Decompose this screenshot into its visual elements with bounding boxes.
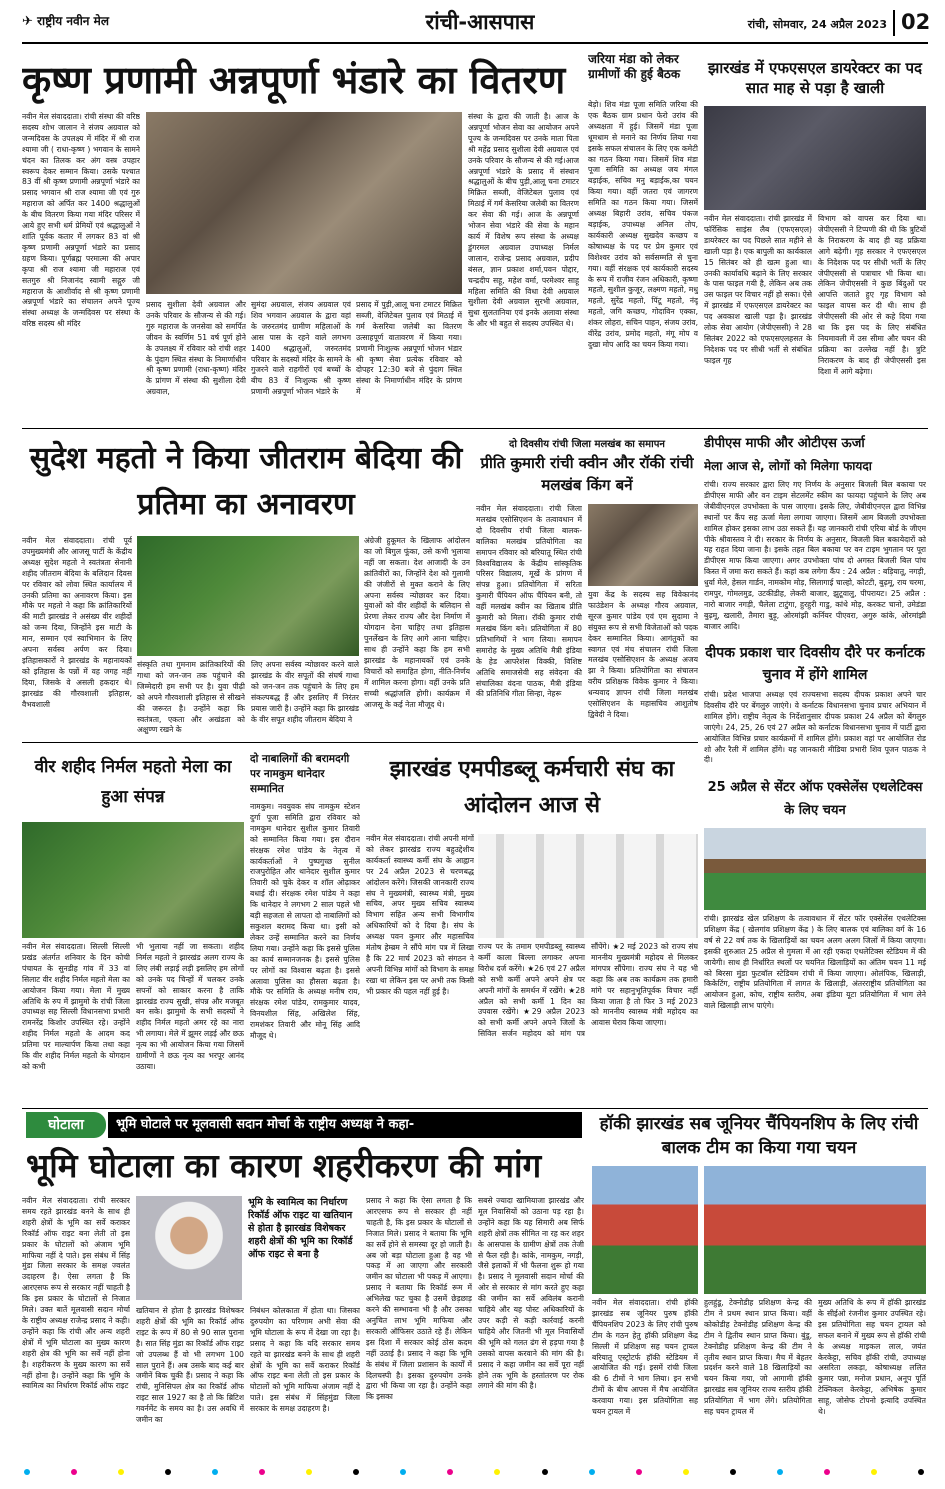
article-sudesh-col4: अंग्रेजी हुकूमत के खिलाफ आंदोलन का जो बिगुल फूंका, उसे कभी भुलाया नहीं जा सकता। देश आजादी के उन क्रांतिवीरों का, जिन्होंने देश को गुलामी की जंजीरों से मुक्त कराने के लिए अपना सर्वस्व न्योछावर कर दिया। युवाओं को वीर शहीदों के बलिदान से प्रेरणा लेकर राज्य और देश निर्माण में योगदान देना चाहिए तथा इतिहास पुनर्लेखन के लिए आगे आना चाहिए। साथ ही उन्होंने कहा कि हम सभी झारखंड के महानायकों एवं उनके विचारों को समाहित होगा, नीति-निर्णय में शामिल करना होगा। वहीं उनके प्रति सच्ची श्रद्धांजलि होगी। कार्यक्रम में आजसू के कई नेता मौजूद थे। xyxy=(364,536,470,709)
registration-mark xyxy=(259,1469,265,1475)
article-annapurna-col3: सुमंदा अग्रवाल, संजय अग्रवाल एवं शिव भगवान अग्रवाल के द्वारा वहां के जरुरतमंद ग्रामीण महिलाओं के आस पास के रहने वाले लगभग 1400 श्रद्धालुओं, जरुरतमंद परिवार के सदस्यों मंदिर के सामने के गुजरने वाले राहगीरों एवं बच्चों के बीच 83 वें निःशुल्क श्री कृष्ण प्रणामी अन्नपूर्णा भोजन भंडारे के xyxy=(251,300,351,397)
registration-strip xyxy=(24,1466,924,1478)
registration-mark xyxy=(24,1469,30,1475)
article-hockey-col1: नवीन मेल संवाददाता। रांची हॉकी झारखंड सब जूनियर पुरुष हॉकी चैंपियनशिप 2023 के लिए रांची पुरुष टीम के गठन हेतु हॉकी प्रशिक्षण केंद्र सिल्ली में प्रशिक्षण सह चयन ट्रायल बरियातू एस्ट्रोटर्फ हॉकी स्टेडियम में आयोजित की गई। इसमें रांची जिला की 6 टीमों ने भाग लिया। इन सभी टीमों के बीच आपस में मैच आयोजित करवाया गया। इस प्रतियोगिता सह चयन ट्रायल में xyxy=(592,1298,698,1417)
article-annapurna-headline: कृष्ण प्रणामी अन्नपूर्णा भंडारे का वितरण xyxy=(22,58,566,102)
registration-mark xyxy=(447,1469,453,1475)
registration-mark xyxy=(636,1469,642,1475)
article-athletics-headline: 25 अप्रैल से सेंटर ऑफ एक्सेलेंस एथलेटिक्स के लिए चयन xyxy=(707,780,923,818)
paper-name: राष्ट्रीय नवीन मेल xyxy=(37,14,109,28)
divider-row1 xyxy=(22,428,928,429)
page-number: 02 xyxy=(893,10,933,36)
article-annapurna-col4: प्रसाद में पुड़ी,आलू चना टमाटर मिक्रित सब्जी, वेजिटेबल पुलाव एवं मिठाई में गर्म केसरिया जलेबी का वितरण उत्साहपूर्ण वातावरण में किया गया। प्रणामी निःशुल्क अन्नपूर्णा भोजन भंडार श्री कृष्ण सेवा प्रत्येक रविवार को दोपहर 12:30 बजे से पुंदाग स्थित संस्था के निमार्णाधीन मंदिर के प्रांगण में xyxy=(356,300,462,397)
article-fsl-col1: नवीन मेल संवाददाता। रांची झारखंड में फॉरेंसिक साइंस लैब (एफएसएल) डायरेक्टर का पद पिछले सात महीने से खाली पड़ा है। एक बापुली का कार्यकाल 15 सितंबर को ही खत्म हुआ था। उनकी कार्यावधि बढ़ाने के लिए सरकार के पास फाइल गयी है, लेकिन अब तक उस फाइल पर विचार नहीं हो सका। ऐसे में झारखंड में एफएसएल डायरेक्टर का पद अवकाश खाली पड़ा है। झारखंड लोक सेवा आयोग (जेपीएससी) ने 28 सितंबर 2022 को एफएसएलहसत के निदेशक पद पर सीधी भर्ती से संबंधित फाइल गृह xyxy=(704,214,812,365)
section-title: रांची-आसपास xyxy=(425,10,535,34)
speaker-photo xyxy=(136,1196,242,1300)
registration-mark xyxy=(212,1469,218,1475)
article-sudesh-col1: नवीन मेल संवाददाता। रांची पूर्व उपमुख्यमंत्री और आजसू पार्टी के केंद्रीय अध्यक्ष सुदेश महतो ने स्वतंत्रता सेनानी शहीद जीतराम बेदिया के बलिदान दिवस पर रविवार को लोवा स्थित कार्यालय में उनकी प्रतिमा का अनावरण किया। इस मौके पर महतो ने कहा कि क्रांतिकारियों की माटी झारखंड ने असंख्य वीर शहीदों को जन्म दिया, जिन्होंने इस माटी के मान, सम्मान एवं स्वाभिमान के लिए अपना सर्वस्व अर्पण कर दिया। इतिहासकारों ने झारखंड के महानायकों को इतिहास के पन्नों में वह जगह नहीं दिया, जिसके वे असली हकदार थे। झारखंड की गौरवशाली इतिहास, वैभवशाली xyxy=(22,536,132,709)
registration-mark xyxy=(871,1469,877,1475)
article-annapurna-col2: प्रसाद सुशीला देवी अग्रवाल और उनके परिवार के सौजन्य से की गई। गुरु महाराज के जनसेवा को समर्पित जीवन के स्वर्णिम 51 वर्ष पूर्ण होने के उपलक्ष्य में रविवार को रांची शहर के पुंदाग स्थित संस्था के निमार्णाधीन श्री कृष्ण प्रणामी (राधा-कृष्ण) मंदिर के प्रांगण में संस्था की सुशीला देवी अग्रवाल, xyxy=(146,300,246,397)
article-fsl-col2: विभाग को वापस कर दिया था। जेपीएससी ने टिप्पणी की थी कि त्रुटियों के निराकरण के बाद ही यह प्रक्रिया आगे बढ़ेगी। गृह सरकार ने एफएसएल के निदेशक पद पर सीधी भर्ती के लिए जेपीएससी से पत्राचार भी किया था। लेकिन जेपीएससी ने कुछ बिंदुओं पर आपत्ति जताते हुए गृह विभाग को फाइल वापस कर दी थी। साथ ही जेपीएससी की ओर से कहे दिया गया था कि इस पद के लिए संबंधित नियमावली में उस सीमा और चयन की प्रक्रिया का उल्लेख नहीं है। त्रुटि निराकरण के बाद ही जेपीएससी इस दिशा में आगे बढ़ेगा। xyxy=(818,214,926,376)
banner-col5: सबसे ज्यादा खामियाजा झारखंड और मूल निवासियों को उठाना पड़ रहा है। उन्होंने कहा कि यह सिमारी अब सिर्फ शहरी क्षेत्रों तक सीमित ना रह कर शहर के आसपास के ग्रामीण क्षेत्रों तक तेजी से फैल रही है। कांके, नामकुम, नगड़ी, जैसे इलाकों में भी फैलना शुरू हो गया है। प्रसाद ने मूलवासी सदान मोर्चा की ओर से सरकार से मांग करते हुए कहा की जमीन का सर्वे अविलंब करानी चाहिये और यह पोस्ट अधिकारियों के उपर कड़ी से कड़ी कार्रवाई करनी चाहिये और जितनी भी मूल निवासियों की भूमि को गलत ढंग से हड़पा गया है उसको वापस करवाने की मांग की है। प्रसाद ने कहा जमीन का सर्वे पूरा नहीं होने तक भूमि के हस्तांतरण पर रोक लगाने की मांग की है। xyxy=(478,1196,584,1391)
fsl-photo xyxy=(704,106,926,210)
registration-mark xyxy=(494,1469,500,1475)
banner-col3: निबंधन कोलकाता में होता था। जिसका दुरुपयोग का परिणाम अभी सेवा की भूमि घोटाला के रूप में देखा जा रहा है। प्रसाद ने कहा कि यदि सरकार समय रहते या झारखंड बनने के साथ ही शहरी क्षेत्रों के भूमि का सर्वे कराकर रिकॉर्ड ऑफ राइट बना लेती तो इस प्रकार के घोटालों को भूमि माफिया अंजाम नहीं दे पाते। इस संबंध में सिंहमुंडा जिला सरकार के समक्ष उदाहरण है। xyxy=(250,1306,360,1414)
registration-mark xyxy=(118,1469,124,1475)
annapurna-photo xyxy=(146,112,462,294)
hockey-team-photo xyxy=(592,1166,698,1294)
article-sudesh-headline: सुदेश महतो ने किया जीतराम बेदिया की प्रतिमा का अनावरण xyxy=(29,441,463,522)
article-nirmal-headline: वीर शहीद निर्मल महतो मेला का हुआ संपन्न xyxy=(34,757,232,807)
article-dps-kicker: डीपीएस माफी और ओटीएस ऊर्जा xyxy=(704,436,865,451)
banner-quote: भूमि के स्वामित्व का निर्धारण रिकॉर्ड ऑफ राइट या खतियान से होता है झारखंड विशेषकर शहरी क्षेत्रों की भूमि का रिकॉर्ड ऑफ राइट से बना है xyxy=(248,1197,353,1260)
article-athletics-body: रांची। झारखंड खेल प्रशिक्षण के तत्वावधान में सेंटर फॉर एक्सेलेंस एथलेटिक्स प्रशिक्षण केंद्र ( खेलगांव प्रशिक्षण केंद्र ) के लिए बालक एवं बालिका वर्ग के 16 वर्ष से 22 वर्ष तक के खिलाड़ियों का चयन अलग अलग जिलों में किया जाएगा। इसकी शुरुआत 25 अप्रैल से गुमला में आ रही एकदा एथलेटिक्स स्टेडियम में की जायेगी। साथ ही निर्धारित स्थलों पर चयनित खिलाड़ियों का अंतिम चयन 11 मई को बिरसा मुंडा फुटबॉल स्टेडियम रांची में किया जाएगा। ओलंपिक, खिलाड़ी, किकेटिंग, राष्ट्रीय प्रतियोगिता में लागत के खिलाड़ी, अंतरराष्ट्रीय प्रतियोगिता का आयोजन हुआ, कोच, राष्ट्रीय स्तरीय, अबा इंडिया यूटा प्रतियोगिता में भाग लेने वाले खिलाड़ी लाभ पाएंगे। xyxy=(704,914,926,1011)
article-nirmal-col1: नवीन मेल संवाददाता। सिल्ली सिल्ली प्रखंड अंतर्गत शनिवार के दिन कोची पंचायत के सुनडीह गांव में 33 वां सिलाट वीर शहीद निर्मल महतो मेला का आयोजन किया गया। मेला में मुख्य अतिथि के रुप में झामुमो के रांची जिला उपाध्यक्ष सह सिल्ली विधानसभा प्रभारी रामनरेंद्र किशोर उपस्थित रहे। उन्होंने शहीद निर्मल महतो के आदम कद प्रतिमा पर माल्यार्पण किया तथा कहा कि वीर शहीद निर्मल महतो के योगदान को कभी xyxy=(22,942,130,1071)
nirmal-photo xyxy=(22,822,244,938)
dateline: रांची, सोमवार, 24 अप्रैल 2023 xyxy=(747,18,887,31)
paper-logo xyxy=(22,12,162,34)
banner-col2: खतियान से होता है झारखंड विशेषकर शहरी क्षेत्रों की भूमि का रिकॉर्ड ऑफ राइट के रूप में 80 से 90 साल पुराना है। सात सिंह मुंडा का रिकॉर्ड ऑफ राइट जो उपलब्ध हैं वो भी लगभग 100 साल पुराने हैं। अब उसके बाद कई बार जमीनें बिक चुकी हैं। प्रसाद ने कहा कि रांची, मुनिसिपल क्षेत्र का रिकॉर्ड ऑफ राइट साल 1927 का है तो कि ब्रिटिश गवर्नमेंट के समय का है। उस अवधि में जमीन का xyxy=(136,1306,244,1425)
article-deepak-body: रांची। प्रदेश भाजपा अध्यक्ष एवं राज्यसभा सदस्य दीपक प्रकाश अपने चार दिवसीय दौरे पर बेंगलुरु जाएंगे। वे कर्नाटक विधानसभा चुनाव प्रचार अभियान में शामिल होंगे। राष्ट्रीय नेतृत्व के निर्देशानुसार दीपक प्रकाश 24 अप्रैल को बेंगलुरु जाएंगे। 24, 25, 26 एवं 27 अप्रैल को कर्नाटक विधानसभा चुनाव में पार्टी द्वारा आयोजित विभिन्न प्रचार कार्यक्रमों में शामिल होंगे। प्रकाश वहां पर आयोजित रोड शो और रैली में शामिल होंगे। यह जानकारी मीडिया प्रभारी शिव पूजन पाठक ने दी। xyxy=(704,690,926,765)
article-dps-body: रांची। राज्य सरकार द्वारा लिए गए निर्णय के अनुसार बिजली बिल बकाया पर डीपीएस माफी और वन टाइम सेटलमेंट स्कीम का फायदा पहुंचाने के लिए अब जेबीवीएनएल उपभोक्ता के पास जाएगा। इसके लिए, जेबीवीएनएल द्वारा विभिन्न स्थानों पर कैंप सह ऊर्जा मेला लगाया जाएगा। जिसमें आम बिजली उपभोक्ता शामिल होकर इसका लाभ उठा सकते हैं। यह जानकारी रांची एरिया बोर्ड के जीएम पीके श्रीवास्तव ने दी। सरकार के निर्णय के अनुसार, बिजली बिल बकायेदारों को यह राहत दिया जाना है। इसके तहत बिल बकाया पर वन टाइम भुगतान पर पूरा डीपीएस माफ किया जाएगा। अगर उपभोक्ता पांच दो अगस्त बिजली बिल पांच किस्त में जमा करा सकते हैं। कहां कब लगेगा कैंप : 24 अप्रैल : बड़ियातू, नगड़ी, धुर्वा मेले, हेसल गार्डन, नामकोम मोड़, सिलागाई चाल्हो, कोटटी, बुढ़मू, राय चरमा, रामपुर, गोमलमुड, उटकीडीह, लेकरी बाजार, झुटूवालु, पीपरायट। 25 अप्रैल : नारो बाजार नगड़ी, चैलेला टाटुंगा, हुरहुरी गाडु, कांथे मोड़, करकट चानो, उमेडंडा बुढ़मू, खलारी, तैमारा बुड़ू, ओरमांझी कर्नियर पीएवरा, अगुरु कांके, ओरमांझी बाजार आदि। xyxy=(704,480,926,631)
article-hockey-col2: हुलहुंडू, टेक्नोडीह प्रशिक्षण केन्द्र की टीम ने प्रथम स्थान प्राप्त किया। वहीं कोकोडीह टेक्नोडीह प्रशिक्षण केन्द्र की टीम ने द्वितीय स्थान प्राप्त किया। बुंडू, टेक्नोडीह प्रशिक्षण केन्द्र की टीम ने तृतीय स्थान प्राप्त किया। मैच में बेहतर प्रदर्शन करने वाले 18 खिलाड़ियों का चयन किया गया, जो आगामी हॉकी झारखंड सब जूनियर राज्य स्तरीय हॉकी प्रतियोगिता में भाग लेंगे। प्रतियोगिता सह चयन ट्रायल में xyxy=(704,1298,812,1417)
article-jariya-body: बेड़ो। शिव मंडा पूजा समिति जरिया की एक बैठक ग्राम प्रधान फेरो उरांव की अध्यक्षता में हुई। जिसमें मंडा पूजा धूमधाम से मनाने का निर्णय लिया गया इसके सफल संचालन के लिए एक कमेटी का गठन किया गया। जिसमें शिव मंडा पूजा समिति का अध्यक्ष जय मंगल बड़ाईक, सचिव मनु बड़ाईक,का चयन किया गया। वहीं जतरा एवं जागरण समिति का गठन किया गया। जिसमें अध्यक्ष बिहारी उरांव, सचिव पंकज बड़ाईक, उपाध्यक्ष अनिल तोप, कार्यकारी अध्यक्ष सुखदेव कच्छप व कोषाध्यक्ष के पद पर प्रेम कुमार एवं विशेश्वर उरांव को सर्वसम्मति से चुना गया। वहीं संरक्षक एवं कार्यकारी सदस्य के रूप में राजीव रंजन अधिकारी, कृष्णा महतो, सुशील कुजूर, लक्ष्मण महतो, मधु महतो, सुरेंद्र महतो, पिंटू महतो, नंदू महतो, जगि कच्छप, गोदाविन एक्का, शंकर लोहरा, सचिन पाहन, संजय उरांव, वीरेंद्र उरांव, प्रमोद महतो, मंगू मोप व दुखा मोप आदि का चयन किया गया। xyxy=(588,100,698,349)
registration-mark xyxy=(165,1469,171,1475)
banner-col1: नवीन मेल संवाददाता। रांची सरकार समय रहते झारखंड बनने के साथ ही शहरी क्षेत्रों के भूमि का सर्वे कराकर रिकॉर्ड ऑफ राइट बना लेती तो इस प्रकार के घोटालों को अंजाम भूमि माफिया नहीं दे पाते। इस संबंध में सिंह मुंडा जिला सरकार के समक्ष ज्वलंत उदाहरण है। ऐसा लगता है कि आरएसफ रूप से सरकार नहीं चाहती है कि इस प्रकार के घोटालों से निजात मिले। उक्त बातें मूलवासी सदान मोर्चा के राष्ट्रीय अध्यक्ष राजेन्द्र प्रसाद ने कही। उन्होंने कहा कि रांची और अन्य शहरी क्षेत्रों में भूमि घोटाला का मुख्य कारण शहरी क्षेत्र की भूमि का सर्वे नहीं होना है। शहरीकरण के मुख्य कारण का सर्वे नहीं होना है। उन्होंने कहा कि भूमि के स्वामित्व का निर्धारण रिकॉर्ड ऑफ राइट xyxy=(22,1196,130,1391)
registration-mark xyxy=(683,1469,689,1475)
registration-mark xyxy=(918,1469,924,1475)
registration-mark xyxy=(542,1469,548,1475)
article-hockey-headline: हॉकी झारखंड सब जूनियर चैंपियनशिप के लिए रांची बालक टीम का किया गया चयन xyxy=(599,1114,919,1158)
article-mpw-headline: झारखंड एमपीडब्लू कर्मचारी संघ का आंदोलन आज से xyxy=(389,757,675,818)
article-malkhamb-headline: प्रीति कुमारी रांची क्वीन और रॉकी रांची मलखंब किंग बनें xyxy=(480,454,694,494)
registration-mark xyxy=(353,1469,359,1475)
article-mpw-col2: राज्य पर के तमाम एमपीडब्लू स्वास्थ्य कर्मी काला बिल्ला लगाकर अपना विरोध दर्ज करेंगे। ★26 एवं 27 अप्रैल को सभी कर्मी अपने अपने क्षेत्र पर अपनी मांगों के समर्थन में रखेंगे। ★28 अप्रैल को सभी कर्मी 1 दिन का उपवास रखेंगे। ★29 अप्रैल 2023 को सभी कर्मी अपने अपने जिलों के सिविल सर्जन महोदय को मांग पत्र सौंपेंगे। ★2 मई 2023 को राज्य संघ माननीय मुख्यमंत्री महोदय से मिलकर मांगपत्र सौंपेगा। राज्य संघ ने यह भी कहा कि अब तक कार्यक्रम तक हमारी मांगे पर सहानुभूतिपूर्वक विचार नहीं किया जाता है तो फिर 3 मई 2023 को माननीय स्वास्थ्य मंत्री महोदय का आवास घेराव किया जाएगा। xyxy=(478,942,698,1039)
article-dps-headline: मेला आज से, लोगों को मिलेगा फायदा xyxy=(704,459,872,473)
masthead-rule xyxy=(22,42,928,44)
banner-col4: प्रसाद ने कहा कि ऐसा लगता है कि आरएसफ रूप से सरकार ही नहीं चाहती है, कि इस प्रकार के घोटालों से निजात मिले। प्रसाद ने बताया कि भूमि का सर्वे होने से समस्या दूर हो जाती है। अब जो बड़ा घोटाला हुआ है वह भी पकड़ में आ जाएगा और सरकारी जमीन का घोटाला भी पकड़ में आएगा। प्रसाद ने बताया कि रिकॉर्ड रूम में अभिलेख फट चुका है उसमें छेड़छाड़ करने की सम्भावना भी है और उसका अनुचित लाभ भूमि माफिया और सरकारी ऑफिसर उठाते रहे हैं। लेकिन इस दिशा में सरकार कोई ठोस कदम नहीं उठाई है। प्रसाद ने कहा कि भूमि के संबंध में जिला प्रशासन के कार्यों में दिलचस्पी है। इसका दुरुपयोग उनके द्वारा भी किया जा रहा है। उन्होंने कहा कि इसका xyxy=(366,1196,472,1402)
registration-mark xyxy=(589,1469,595,1475)
divider-row2 xyxy=(22,742,698,743)
article-annapurna-col5: संस्था के द्वारा की जाती है। आज के अन्नपूर्णा भोजन सेवा का आयोजन अपने पूज्य के जन्मदिवस पर उनके माता पिता श्री महेंद्र प्रसाद सुशीला देवी अग्रवाल एवं उनके परिवार के सौजन्य से की गई।आज अन्नपूर्णा भंडारे के प्रसाद में संस्थान श्रद्धालुओं के बीच पुड़ी,आलू चना टमाटर मिक्रित सब्जी, वेजिटेबल पुलाव एवं मिठाई में गर्म केसरिया जलेबी का वितरण कर सेवा की गई। आज के अन्नपूर्णा भोजन सेवा भंडारे की सेवा के महान कार्य में विशेष रूप संस्था के अध्यक्ष डुंगरमल अग्रवाल उपाध्यक्ष निर्मल जालान, राजेन्द्र प्रसाद अग्रवाल, प्रदीप बंसल, ज्ञान प्रकाश शर्मा,पवन पोद्दार, चन्द्रदीप सहू, महेश वर्मा, परमेश्वर साहू महिला समिति की विधा देवी अग्रवाल सुशीला देवी अग्रवाल सुरभी अग्रवाल, सुधा सुलतानिया एवं इनके अलावा संस्था के और भी बहुत से सदस्य उपस्थित थे। xyxy=(468,112,579,329)
banner-tag: घोटाला xyxy=(26,1112,106,1138)
masthead xyxy=(0,0,945,44)
banner-kicker: भूमि घोटाले पर मूलवासी सदान मोर्चा के राष्ट्रीय अध्यक्ष ने कहा- xyxy=(108,1112,582,1138)
sudesh-photo xyxy=(137,536,359,656)
article-mpw-col1: नवीन मेल संवाददाता। रांची अपनी मांगों को लेकर झारखंड राज्य बहुउद्देशीय कार्यकर्ता स्वास्थ्य कर्मी संघ के आह्वान पर 24 अप्रैल 2023 से चरणबद्ध आंदोलन करेंगे। जिसकी जानकारी राज्य संघ ने मुख्यमंत्री, स्वास्थ्य मंत्री, मुख्य सचिव, अपर मुख्य सचिव स्वास्थ्य विभाग सहित अन्य सभी विभागीय अधिकारियों को दे दिया है। संघ के अध्यक्ष पवन कुमार और महासचिव मंतोष हेम्ब्रम ने सौंपे मांग पत्र में लिखा है कि 22 मार्च 2023 को संगठन ने अपनी विभिन्न मांगों को विभाग के समक्ष रखा था लेकिन इस पर अभी तक किसी भी प्रकार की पहल नहीं हुई है। xyxy=(366,834,474,996)
article-jariya-kicker: जरिया मंडा को लेकर ग्रामीणों की हुई बैठक xyxy=(588,52,681,81)
stadium-photo xyxy=(704,828,926,910)
article-nirmal-col2: भी भुलाया नहीं जा सकता। शहीद निर्मल महतो ने झारखंड अलग राज्य के लिए लंबी लड़ाई लड़ी इसलिए हम लोगों को उनके पद चिन्हों में चलकर उनके सपनों को साकार करना है ताकि झारखंड राज्य सुखी, संपन्न और मजबूत बन सके। झामुमो के सभी सदस्यों ने शहीद निर्मल महतो अमर रहे का नारा भी लगाया। मेले में झूमर लड़ई और छऊ नृत्य का भी आयोजन किया गया जिसमें ग्रामीणों ने छऊ नृत्य का भरपूर आनंद उठाया। xyxy=(136,942,244,1071)
hockey-team-photo-wide xyxy=(704,1166,926,1294)
article-fsl-headline: झारखंड में एफएसएल डायरेक्टर का पद सात माह से पड़ा है खाली xyxy=(707,59,922,97)
article-hockey-col3: मुख्य अतिथि के रूप में हॉकी झारखंड के सीईओ रंजनीश कुमार उपस्थित रहे। इस प्रतियोगिता सह चयन ट्रायल को सफल बनाने में मुख्य रूप से हॉकी रांची के अध्यक्ष माइकल लाल, जयंत केरकेट्टा, सचिव हॉकी रांची, उपाध्यक्ष असरिता लकड़ा, कोषाध्यक्ष ललित कुमार पन्ना, मनोज प्रधान, अनूप पूर्ति टेक्निकल केरकेट्टा, अभिषेक कुमार साहू, जोसेफ टोपनो इत्यादि उपस्थित थे। xyxy=(818,1298,926,1417)
registration-mark xyxy=(824,1469,830,1475)
article-deepak-headline: दीपक प्रकाश चार दिवसीय दौरे पर कर्नाटक चुनाव में होंगे शामिल xyxy=(705,645,925,683)
malkhamb-photo xyxy=(588,504,698,586)
article-malkhamb-kicker: दो दिवसीय रांची जिला मलखंब का समापन xyxy=(509,439,665,450)
article-malkhamb-caption: युवा केंद्र के सदस्य सह विवेकानंद फाउंडेशन के अध्यक्ष गौरव अग्रवाल, सूरज कुमार पांडेय एवं एम सुदामा ने संयुक्त रूप से सभी विजेताओं को पदक देकर सम्मानित किया। आगंतुकों का स्वागत एवं मंच संचालन रांची जिला मलखंब एसोसिएशन के अध्यक्ष अजय झा ने किया। प्रतियोगिता का संचालन वरीय प्रशिक्षक विवेक कुमार ने किया। धन्यवाद ज्ञापन रांची जिला मलखंब एसोसिएशन के महासचिव आशुतोष द्विवेदी ने दिया। xyxy=(588,590,698,719)
registration-mark xyxy=(777,1469,783,1475)
article-annapurna-col1: नवीन मेल संवाददाता। रांची संस्था की वरिष्ठ सदस्य शोभ जालान ने संजय अग्रवाल को जन्मदिवस के उपलक्ष्य में मंदिर में श्री राज श्यामा जी ( राधा-कृष्ण ) भगवान के सामने चंदन का तिलक कर अंग वस्त्र उपहार स्वरूप देकर सम्मान किया। उसके पश्चात 83 वीं श्री कृष्ण प्रणामी अन्नपूर्णा भंडारे का प्रसाद भगवान श्री राज श्यामा जी एवं गुरु महाराज को अर्पित कर 1400 श्रद्धालुओं के बीच वितरण किया गया मंदिर परिसर में आये हुए सभी धर्म प्रेमियों एवं श्रद्धालुओं ने शांति पूर्वक कतार में लगकर 83 वां श्री कृष्ण प्रणामी अन्नपूर्णा भंडारे का प्रसाद ग्रहण किया। पूर्णब्रह्म परमात्मा की अपार कृपा श्री राज श्यामा जी महाराज एवं सतगुरु श्री निजानंद स्वामी सद्गुरु जी महाराज के आशीर्वाद से श्री कृष्ण प्रणामी अन्नपूर्णा भंडारे का संचालन अपने पूज्य संस्था अध्यक्ष के जन्मदिवस पर संस्था के वरिष्ठ सदस्य श्री मंदिर xyxy=(22,112,140,329)
divider-row3 xyxy=(22,1108,928,1109)
article-sudesh-col2: संस्कृति तथा गुमनाम क्रांतिकारियों की गाथा को जन-जन तक पहुंचाने की जिम्मेदारी हम सभी पर है। युवा पीढ़ी को अपने गौरवशाली इतिहास से सीखने की जरूरत है। उन्होंने कहा कि स्वतंत्रता, एकता और अखंडता को अक्षुण्ण रखने के xyxy=(137,660,245,735)
bird-icon: ✈ xyxy=(22,14,33,29)
article-sudesh-col3: लिए अपना सर्वस्व न्योछावर करने वाले झारखंड के वीर सपूतों की संघर्ष गाथा को जन-जन तक पहुंचाने के लिए हम संकल्पबद्ध हैं और इसलिए मैं निरंतर प्रयास जारी है। उन्होंने कहा कि झारखंड के वीर सपूत शहीद जीतराम बेदिया ने xyxy=(251,660,359,724)
mpw-photo xyxy=(478,834,698,938)
article-namkum-kicker: दो नाबालिगों की बरामदगी पर नामकुम थानेदार सम्मानित xyxy=(250,753,350,795)
article-malkhamb-col2: नवीन मेल संवाददाता। रांची जिला मलखंब एसोसिएशन के तत्वावधान में दो दिवसीय रांची जिला बालक- बालिका मलखंब प्रतियोगिता का समापन रविवार को बरियातू स्थित रांची विश्वविद्यालय के केंद्रीय सांस्कृतिक परिसर विद्यालय, मूर्खे के प्रांगण में संपन्न हुआ। प्रतियोगिता में सरिता कुमारी चैंपियन ऑफ चैंपियन बनी, तो वहीं मलखंब क्वीन का खिताब प्रीति कुमारी को मिला। रॉकी कुमार रांची मलखंब किंग बने। प्रतियोगिता में 80 प्रतिभागियों ने भाग लिया। समापन समारोह के मुख्य अतिथि मैत्री इंडिया के हेड आपरेशंस विक्की, विशिष्ट अतिथि समाजसेवी सह संवेदना की संचालिका वंदना पाठक, मैत्री इंडिया की प्रतिनिधि गीता सिन्हा, नेहरू xyxy=(476,504,582,699)
registration-mark xyxy=(730,1469,736,1475)
registration-mark xyxy=(71,1469,77,1475)
registration-mark xyxy=(400,1469,406,1475)
registration-mark xyxy=(306,1469,312,1475)
banner-headline: भूमि घोटाला का कारण शहरीकरण की मांग xyxy=(26,1146,542,1185)
article-namkum-body: नामकुम। नवयुवक संघ नामकुम स्टेशन दुर्गा पूजा समिति द्वारा रविवार को नामकुम थानेदार सुशील कुमार तिवारी को सम्मानित किया गया। इस दौरान संरक्षक रमेश पांडेय के नेतृत्व में कार्यकर्ताओं ने पुष्पगुच्छ सुनील राजपुरोहित और थानेदार सुशील कुमार तिवारी को चुके देकर व शॉल ओढ़ाकर बधाई दी। संरक्षक रमेश पांडेय ने कहा कि थानेदार ने लगभग 2 साल पहले भी बड़ी सहजता से लापता दो नाबालिगों को सकुशल बरामद किया था। इसी को लेकर उन्हें सम्मानित करने का निर्णय लिया गया। उन्होंने कहा कि इससे पुलिस का कार्य सम्मानजनक है। इससे पुलिस पर लोगों का विश्वास बढ़ता है। इससे अलावा पुलिस का हौसला बढ़ता है। मौके पर समिति के अध्यक्ष मनीष राय, संरक्षक रमेश पांडेय, रामकुमार यादव, विनयशील सिंह, अखिलेश सिंह, रामशंकर तिवारी और मोनू सिंह आदि मौजूद थे। xyxy=(250,802,360,1041)
